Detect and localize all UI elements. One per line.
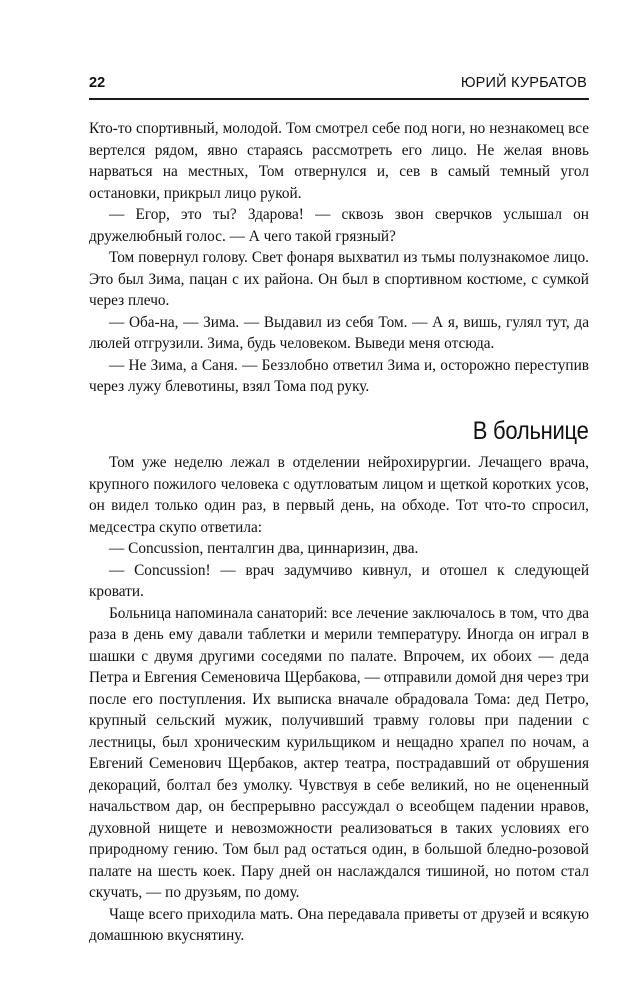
text-block-chapter xyxy=(89,452,589,947)
paragraph: Больница напоминала санаторий: все лечение заключалось в том, что два раза в день ему давали таблетки и мерили температуру. Иногда он играл в шашки с двумя другими соседями по палате. Впрочем, их обоих — деда Петра и Евгения Семеновича Щербакова, — отправили домой дня через три после его поступления. Их выписка вначале обрадовала Тома: дед Петро, крупный сельский мужик, получивший травму головы при падении с лестницы, был хроническим курильщиком и нещадно храпел по ночам, а Евгений Семенович Щербаков, актер театра, пострадавший от обрушения декораций, болтал без умолку. Чувствуя в себе великий, но не оцененный начальством дар, он беспрерывно рассуждал о всеобщем падении нравов, духовной нищете и невозможности реализоваться в таких условиях его природному гению. Том был рад остаться один, в большой бледно-розовой палате на шесть коек. Пару дней он наслаждался тишиной, но потом стал скучать, — по друзьям, по дому. xyxy=(89,604,589,901)
chapter-title: В больнице xyxy=(473,416,589,445)
paragraph: — Не Зима, а Саня. — Беззлобно ответил Зима и, осторожно переступив через лужу блевотины, взял Тома под руку. xyxy=(89,356,589,395)
text-block-top xyxy=(89,118,589,398)
paragraph: — Оба-на, — Зима. — Выдавил из себя Том. — А я, вишь, гулял тут, да люлей отгрузили. Зима, будь человеком. Выведи меня отсюда. xyxy=(89,313,589,352)
page-number: 22 xyxy=(89,75,106,91)
paragraph: Кто-то спортивный, молодой. Том смотрел себе под ноги, но незнакомец все вертелся рядом, явно стараясь рассмотреть его лицо. Не желая вновь нарваться на местных, Том отвернулся и, сев в самый темный угол остановки, прикрыл лицо рукой. xyxy=(89,120,589,202)
paragraph: — Егор, это ты? Здарова! — сквозь звон сверчков услышал он дружелюбный голос. — А чего такой грязный? xyxy=(89,206,589,245)
paragraph: Том уже неделю лежал в отделении нейрохирургии. Лечащего врача, крупного пожилого человека с одутловатым лицом и щеткой коротких усов, он видел только один раз, в первый день, на обходе. Тот что-то спросил, медсестра скупо ответила: xyxy=(89,454,589,536)
running-title-author: ЮРИЙ КУРБАТОВ xyxy=(460,75,587,91)
paragraph: Том повернул голову. Свет фонаря выхватил из тьмы полузнакомое лицо. Это был Зима, пацан с их района. Он был в спортивном костюме, с сумкой через плечо. xyxy=(89,249,589,309)
paragraph: — Concussion! — врач задумчиво кивнул, и отошел к следующей кровати. xyxy=(89,561,589,600)
paragraph: Чаще всего приходила мать. Она передавала приветы от друзей и всякую домашнюю вкуснятину. xyxy=(89,905,589,944)
paragraph: — Concussion, пенталгин два, циннаризин, два. xyxy=(109,540,419,557)
running-head xyxy=(89,72,589,100)
